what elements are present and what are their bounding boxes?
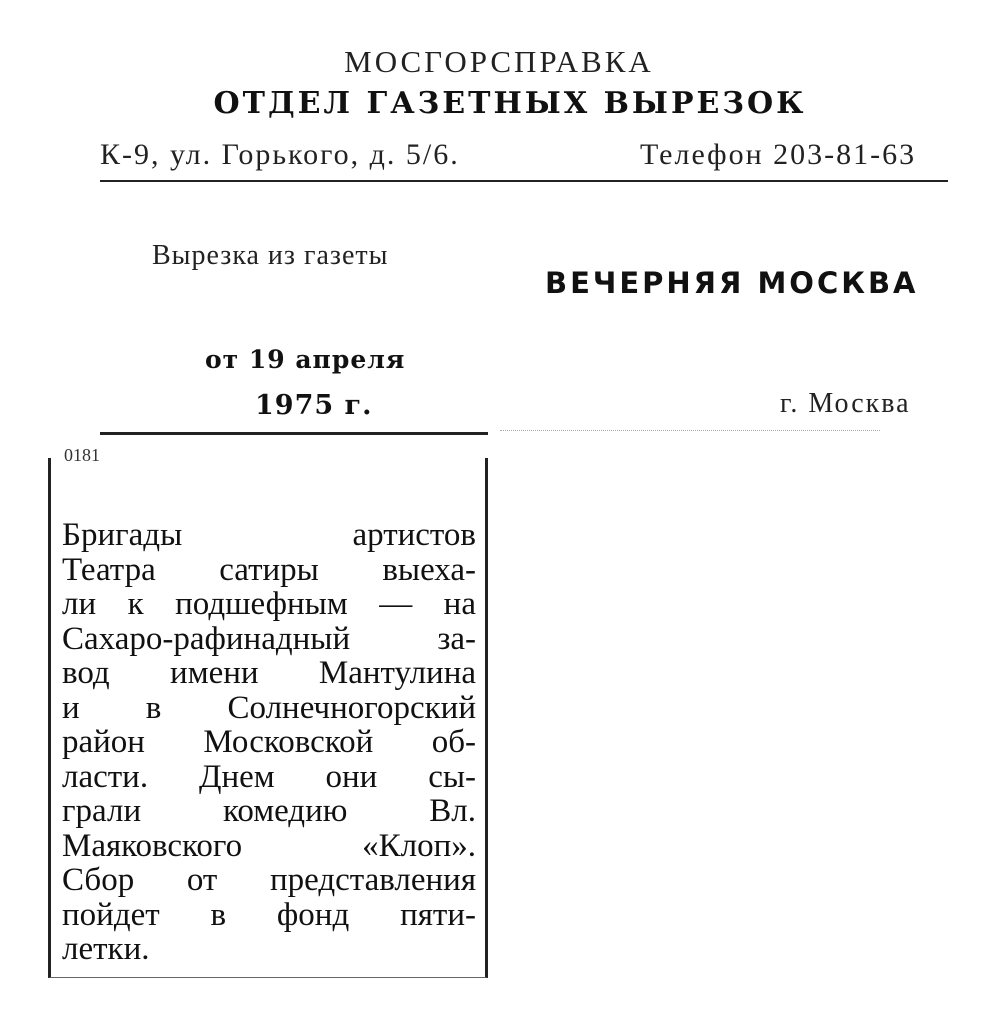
clipping-line: грали комедию Вл. <box>62 794 476 829</box>
newspaper-name: ВЕЧЕРНЯЯ МОСКВА <box>545 266 919 300</box>
clip-label: Вырезка из газеты <box>152 240 389 271</box>
address: К-9, ул. Горького, д. 5/6. <box>100 138 460 171</box>
clipping-line: Бригады артистов <box>62 518 476 553</box>
department-title: ОТДЕЛ ГАЗЕТНЫХ ВЫРЕЗОК <box>213 86 807 121</box>
organization-title: МОСГОРСПРАВКА <box>344 44 654 79</box>
clipping-line: Сбор от представления <box>62 863 476 898</box>
clipping-line: пойдет в фонд пяти- <box>62 897 476 932</box>
clipping-line: Маяковского «Клоп». <box>62 828 476 863</box>
clipping-line: ли к подшефным — на <box>62 587 476 622</box>
clipping-line: ласти. Днем они сы- <box>62 759 476 794</box>
dotted-divider <box>500 430 880 431</box>
phone: Телефон 203-81-63 <box>640 138 917 171</box>
clipping-line: и в Солнечногорский <box>62 690 476 725</box>
source-rule <box>100 432 488 435</box>
clipping-line: вод имени Мантулина <box>62 656 476 691</box>
clipping-text <box>62 518 476 967</box>
clipping-line: Сахаро-рафинадный за- <box>62 621 476 656</box>
clipping-line: Театра сатиры выеха- <box>62 552 476 587</box>
clip-year: 1975 г. <box>255 390 373 421</box>
city: г. Москва <box>780 388 911 419</box>
clip-date: от 19 апреля <box>205 345 406 374</box>
header-rule <box>100 180 948 182</box>
clipping-line: район Московской об- <box>62 725 476 760</box>
clipping-line: летки. <box>62 932 150 967</box>
clipping-number: 0181 <box>60 445 104 466</box>
